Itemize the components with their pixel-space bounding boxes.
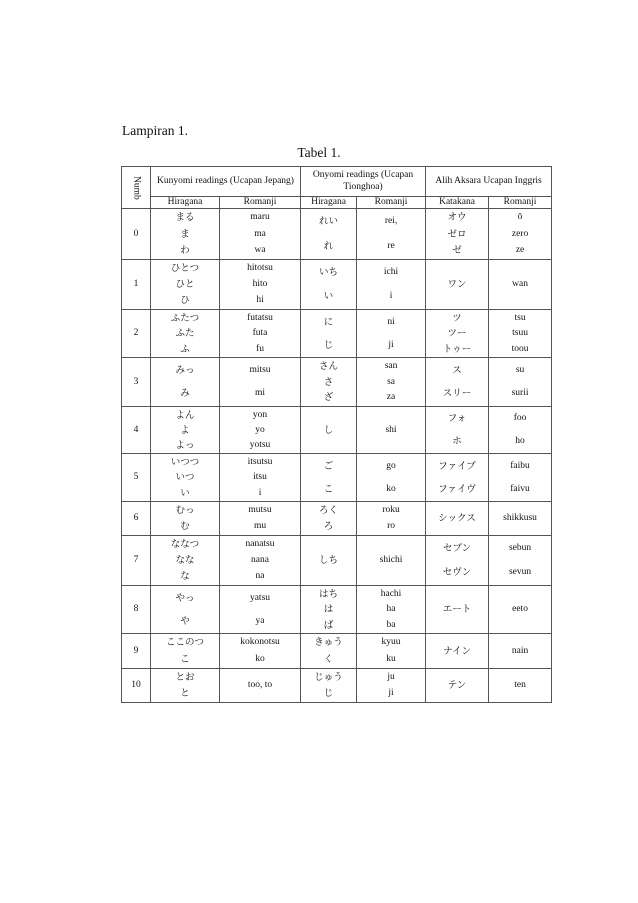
- katakana-romanji-text: toou: [511, 343, 529, 354]
- kunyomi-romanji-text: hitotsu: [247, 263, 273, 274]
- kunyomi-hiragana-cell: [151, 358, 220, 407]
- kunyomi-romanji-cell: [220, 536, 301, 586]
- kunyomi-romanji-text: itsutsu: [247, 456, 273, 467]
- onyomi-hiragana-cell: [301, 407, 357, 454]
- kunyomi-hiragana-text: ひとつ: [170, 263, 200, 275]
- onyomi-hiragana-text: ご: [323, 460, 334, 472]
- onyomi-hiragana-text: く: [323, 653, 334, 665]
- katakana-cell: [426, 669, 489, 703]
- kunyomi-hiragana-cell: [151, 407, 220, 454]
- table-row: [122, 502, 552, 536]
- row-number: 1: [122, 260, 151, 310]
- katakana-romanji-cell: [489, 586, 552, 634]
- kunyomi-hiragana-text: よっ: [175, 439, 195, 451]
- onyomi-hiragana-cell: [301, 536, 357, 586]
- katakana-romanji-cell: [489, 358, 552, 407]
- table-row: [122, 536, 552, 586]
- kunyomi-romanji-text: yatsu: [249, 592, 271, 603]
- katakana-text: テン: [447, 680, 467, 692]
- table-row: [122, 310, 552, 358]
- katakana-text: セブン: [442, 543, 472, 555]
- onyomi-romanji-text: shichi: [379, 555, 403, 566]
- katakana-romanji-cell: [489, 502, 552, 536]
- katakana-text: スリー: [442, 388, 472, 400]
- kunyomi-romanji-cell: [220, 586, 301, 634]
- katakana-romanji-cell: [489, 407, 552, 454]
- kunyomi-romanji-text: hito: [252, 279, 268, 290]
- onyomi-hiragana-text: は: [323, 604, 334, 616]
- onyomi-romanji-cell: [357, 407, 426, 454]
- kunyomi-hiragana-cell: [151, 502, 220, 536]
- onyomi-romanji-text: go: [386, 460, 396, 471]
- kunyomi-hiragana-text: やっ: [175, 592, 195, 604]
- onyomi-romanji-text: ba: [386, 619, 396, 630]
- katakana-romanji-cell: [489, 669, 552, 703]
- kunyomi-hiragana-text: ふたつ: [170, 312, 200, 324]
- katakana-romanji-cell: [489, 260, 552, 310]
- katakana-cell: [426, 536, 489, 586]
- kunyomi-hiragana-text: まる: [175, 212, 195, 224]
- katakana-romanji-text: su: [515, 364, 525, 375]
- katakana-cell: [426, 358, 489, 407]
- onyomi-hiragana-cell: [301, 669, 357, 703]
- row-number: 7: [122, 536, 151, 586]
- kunyomi-hiragana-text: なな: [175, 555, 195, 567]
- row-number: 10: [122, 669, 151, 703]
- onyomi-romanji-text: sa: [387, 376, 395, 387]
- kunyomi-hiragana-text: と: [180, 688, 190, 700]
- kunyomi-hiragana-text: や: [180, 615, 190, 627]
- kunyomi-romanji-cell: [220, 310, 301, 358]
- onyomi-hiragana-cell: [301, 454, 357, 502]
- numbers-table: [121, 166, 552, 703]
- katakana-romanji-cell: [489, 634, 552, 669]
- onyomi-romanji-text: re: [387, 240, 395, 251]
- kunyomi-romanji-text: yon: [252, 409, 268, 420]
- katakana-romanji-text: nain: [511, 645, 529, 656]
- onyomi-hiragana-cell: [301, 310, 357, 358]
- katakana-cell: [426, 310, 489, 358]
- subheader-romanji: Romanji: [220, 197, 301, 209]
- onyomi-romanji-cell: [357, 310, 426, 358]
- kunyomi-romanji-cell: [220, 634, 301, 669]
- subheader-katakana: Katakana: [426, 197, 489, 209]
- onyomi-hiragana-text: ば: [323, 619, 334, 631]
- kunyomi-romanji-text: mu: [253, 521, 267, 532]
- kunyomi-hiragana-text: いつ: [175, 472, 195, 484]
- onyomi-hiragana-text: いち: [319, 267, 339, 279]
- onyomi-hiragana-text: れい: [319, 216, 339, 228]
- kunyomi-hiragana-text: こ: [180, 653, 190, 665]
- onyomi-hiragana-text: じ: [323, 688, 334, 700]
- onyomi-romanji-text: ju: [387, 672, 395, 683]
- kunyomi-hiragana-text: よん: [175, 409, 195, 421]
- subheader-romanji: Romanji: [489, 197, 552, 209]
- onyomi-hiragana-text: し: [323, 424, 334, 436]
- kunyomi-hiragana-text: ま: [180, 228, 190, 240]
- row-number: 6: [122, 502, 151, 536]
- onyomi-hiragana-text: ざ: [323, 392, 334, 404]
- onyomi-romanji-cell: [357, 209, 426, 260]
- kunyomi-hiragana-cell: [151, 454, 220, 502]
- row-number: 9: [122, 634, 151, 669]
- row-number: 0: [122, 209, 151, 260]
- table-row: [122, 209, 552, 260]
- katakana-romanji-text: tsuu: [512, 328, 528, 339]
- onyomi-romanji-text: rei,: [384, 216, 398, 227]
- onyomi-hiragana-cell: [301, 260, 357, 310]
- katakana-cell: [426, 209, 489, 260]
- katakana-romanji-text: ō: [517, 212, 523, 223]
- kunyomi-romanji-text: mitsu: [249, 364, 271, 375]
- katakana-romanji-text: tsu: [514, 312, 526, 323]
- onyomi-hiragana-text: い: [323, 291, 334, 303]
- onyomi-romanji-text: ro: [387, 521, 395, 532]
- onyomi-romanji-cell: [357, 454, 426, 502]
- katakana-text: ファイブ: [438, 460, 476, 472]
- kunyomi-header: Kunyomi readings (Ucapan Jepang): [151, 167, 301, 197]
- kunyomi-hiragana-text: いつつ: [170, 456, 200, 468]
- kunyomi-hiragana-text: ななつ: [170, 539, 200, 551]
- onyomi-romanji-text: ji: [388, 339, 394, 350]
- katakana-cell: [426, 407, 489, 454]
- kunyomi-romanji-text: futatsu: [247, 312, 273, 323]
- kunyomi-hiragana-cell: [151, 586, 220, 634]
- table-row: [122, 407, 552, 454]
- kunyomi-romanji-text: na: [255, 571, 265, 582]
- katakana-text: オウ: [447, 212, 467, 224]
- kunyomi-hiragana-text: な: [180, 571, 190, 583]
- kunyomi-romanji-text: nanatsu: [245, 539, 275, 550]
- kunyomi-hiragana-text: むっ: [175, 505, 195, 517]
- kunyomi-romanji-text: itsu: [253, 472, 267, 483]
- kunyomi-romanji-text: nana: [251, 555, 269, 566]
- table-row: [122, 454, 552, 502]
- row-number: 8: [122, 586, 151, 634]
- kunyomi-romanji-text: maru: [250, 212, 270, 223]
- kunyomi-hiragana-cell: [151, 310, 220, 358]
- kunyomi-hiragana-text: ふ: [180, 343, 190, 355]
- kunyomi-romanji-text: yo: [255, 424, 265, 435]
- katakana-romanji-text: shikkusu: [503, 513, 537, 524]
- kunyomi-romanji-text: i: [258, 487, 262, 498]
- katakana-text: ワン: [447, 279, 467, 291]
- katakana-romanji-text: ten: [514, 680, 526, 691]
- table-row: [122, 634, 552, 669]
- kunyomi-hiragana-cell: [151, 634, 220, 669]
- katakana-romanji-text: wan: [512, 279, 528, 290]
- katakana-romanji-cell: [489, 454, 552, 502]
- katakana-text: フォ: [447, 413, 467, 425]
- kunyomi-romanji-text: yotsu: [249, 439, 271, 450]
- onyomi-hiragana-cell: [301, 358, 357, 407]
- alih-aksara-header: Alih Aksara Ucapan Inggris: [426, 167, 552, 197]
- kunyomi-hiragana-cell: [151, 536, 220, 586]
- kunyomi-hiragana-cell: [151, 669, 220, 703]
- kunyomi-romanji-text: futa: [252, 328, 268, 339]
- katakana-romanji-text: foo: [513, 413, 527, 424]
- onyomi-hiragana-text: さ: [323, 376, 334, 388]
- onyomi-romanji-text: ni: [387, 316, 395, 327]
- onyomi-hiragana-cell: [301, 634, 357, 669]
- katakana-cell: [426, 260, 489, 310]
- onyomi-romanji-cell: [357, 536, 426, 586]
- katakana-cell: [426, 634, 489, 669]
- katakana-romanji-text: zero: [511, 228, 529, 239]
- kunyomi-romanji-text: ma: [254, 228, 266, 239]
- onyomi-hiragana-cell: [301, 502, 357, 536]
- kunyomi-hiragana-text: い: [180, 487, 190, 499]
- row-number: 2: [122, 310, 151, 358]
- katakana-cell: [426, 454, 489, 502]
- table-caption: Tabel 1.: [297, 145, 341, 160]
- katakana-text: ファイヴ: [438, 483, 476, 495]
- katakana-text: ゼロ: [447, 228, 467, 240]
- katakana-romanji-text: sebun: [508, 543, 532, 554]
- kunyomi-hiragana-text: む: [180, 521, 190, 533]
- onyomi-hiragana-text: しち: [319, 555, 339, 567]
- onyomi-hiragana-text: じ: [323, 339, 334, 351]
- kunyomi-romanji-cell: [220, 260, 301, 310]
- kunyomi-hiragana-text: ふた: [175, 328, 195, 340]
- onyomi-romanji-text: shi: [385, 424, 397, 435]
- kunyomi-romanji-cell: [220, 669, 301, 703]
- onyomi-romanji-text: za: [386, 392, 396, 403]
- kunyomi-hiragana-cell: [151, 260, 220, 310]
- onyomi-hiragana-text: に: [323, 316, 334, 328]
- katakana-text: ツー: [447, 328, 467, 340]
- katakana-text: シックス: [438, 513, 476, 525]
- row-number: 5: [122, 454, 151, 502]
- onyomi-hiragana-text: こ: [323, 483, 334, 495]
- kunyomi-romanji-text: mi: [254, 388, 266, 399]
- onyomi-hiragana-text: ろ: [323, 521, 334, 533]
- kunyomi-romanji-text: hi: [256, 295, 264, 306]
- kunyomi-hiragana-text: わ: [180, 245, 190, 257]
- onyomi-hiragana-text: れ: [323, 240, 334, 252]
- onyomi-romanji-text: roku: [382, 505, 400, 516]
- kunyomi-romanji-text: ko: [255, 653, 265, 664]
- katakana-romanji-text: surii: [511, 388, 529, 399]
- katakana-text: エート: [442, 604, 472, 616]
- kunyomi-hiragana-text: ここのつ: [165, 637, 204, 649]
- katakana-text: セヴン: [442, 567, 472, 579]
- onyomi-romanji-cell: [357, 502, 426, 536]
- kunyomi-romanji-text: kokonotsu: [240, 637, 280, 648]
- kunyomi-hiragana-text: よ: [180, 424, 190, 436]
- kunyomi-romanji-text: too, to: [247, 680, 273, 691]
- onyomi-hiragana-cell: [301, 586, 357, 634]
- katakana-romanji-text: faibu: [510, 460, 530, 471]
- kunyomi-romanji-cell: [220, 502, 301, 536]
- onyomi-romanji-text: i: [389, 291, 393, 302]
- katakana-romanji-text: faivu: [510, 483, 530, 494]
- onyomi-romanji-text: ichi: [383, 267, 399, 278]
- row-number: 3: [122, 358, 151, 407]
- katakana-text: ス: [452, 364, 462, 376]
- kunyomi-romanji-text: mutsu: [248, 505, 272, 516]
- kunyomi-hiragana-cell: [151, 209, 220, 260]
- subheader-romanji: Romanji: [357, 197, 426, 209]
- katakana-text: ゼ: [452, 245, 462, 257]
- katakana-text: ホ: [452, 435, 462, 447]
- kunyomi-hiragana-text: み: [180, 388, 190, 400]
- onyomi-hiragana-cell: [301, 209, 357, 260]
- table-row: [122, 586, 552, 634]
- onyomi-romanji-text: ji: [388, 688, 394, 699]
- onyomi-romanji-cell: [357, 358, 426, 407]
- kunyomi-hiragana-text: みっ: [175, 364, 195, 376]
- kunyomi-hiragana-text: ひと: [175, 279, 195, 291]
- onyomi-hiragana-text: じゅう: [314, 672, 343, 684]
- appendix-label: Lampiran 1.: [122, 123, 188, 138]
- katakana-romanji-cell: [489, 209, 552, 260]
- katakana-text: ナイン: [443, 645, 471, 657]
- onyomi-header: Onyomi readings (Ucapan Tionghoa): [301, 167, 426, 197]
- onyomi-romanji-text: hachi: [380, 588, 402, 599]
- onyomi-hiragana-text: はち: [319, 588, 339, 600]
- subheader-hiragana: Hiragana: [301, 197, 357, 209]
- row-number: 4: [122, 407, 151, 454]
- onyomi-romanji-text: ha: [386, 604, 396, 615]
- subheader-hiragana: Hiragana: [151, 197, 220, 209]
- numb-header: Numb: [122, 167, 151, 209]
- katakana-cell: [426, 586, 489, 634]
- katakana-text: トゥー: [442, 343, 472, 355]
- kunyomi-romanji-text: fu: [256, 343, 264, 354]
- katakana-romanji-cell: [489, 310, 552, 358]
- onyomi-romanji-text: ku: [386, 653, 396, 664]
- kunyomi-romanji-text: wa: [254, 245, 266, 256]
- katakana-cell: [426, 502, 489, 536]
- katakana-romanji-text: sevun: [508, 567, 532, 578]
- katakana-text: ツ: [452, 312, 462, 324]
- kunyomi-hiragana-text: とお: [175, 672, 195, 684]
- kunyomi-romanji-text: ya: [255, 615, 265, 626]
- kunyomi-romanji-cell: [220, 358, 301, 407]
- kunyomi-romanji-cell: [220, 407, 301, 454]
- onyomi-romanji-cell: [357, 634, 426, 669]
- kunyomi-romanji-cell: [220, 454, 301, 502]
- onyomi-romanji-cell: [357, 586, 426, 634]
- kunyomi-hiragana-text: ひ: [180, 295, 190, 307]
- onyomi-romanji-text: kyuu: [381, 637, 401, 648]
- katakana-romanji-text: ho: [515, 435, 525, 446]
- onyomi-romanji-text: san: [384, 361, 398, 372]
- table-row: [122, 260, 552, 310]
- onyomi-romanji-text: ko: [386, 483, 396, 494]
- table-row: [122, 669, 552, 703]
- onyomi-romanji-cell: [357, 669, 426, 703]
- katakana-romanji-cell: [489, 536, 552, 586]
- katakana-romanji-text: ze: [515, 245, 525, 256]
- onyomi-hiragana-text: きゅう: [314, 637, 343, 649]
- katakana-romanji-text: eeto: [512, 604, 528, 615]
- onyomi-romanji-cell: [357, 260, 426, 310]
- onyomi-hiragana-text: ろく: [319, 505, 339, 517]
- onyomi-hiragana-text: さん: [319, 361, 339, 373]
- table-row: [122, 358, 552, 407]
- kunyomi-romanji-cell: [220, 209, 301, 260]
